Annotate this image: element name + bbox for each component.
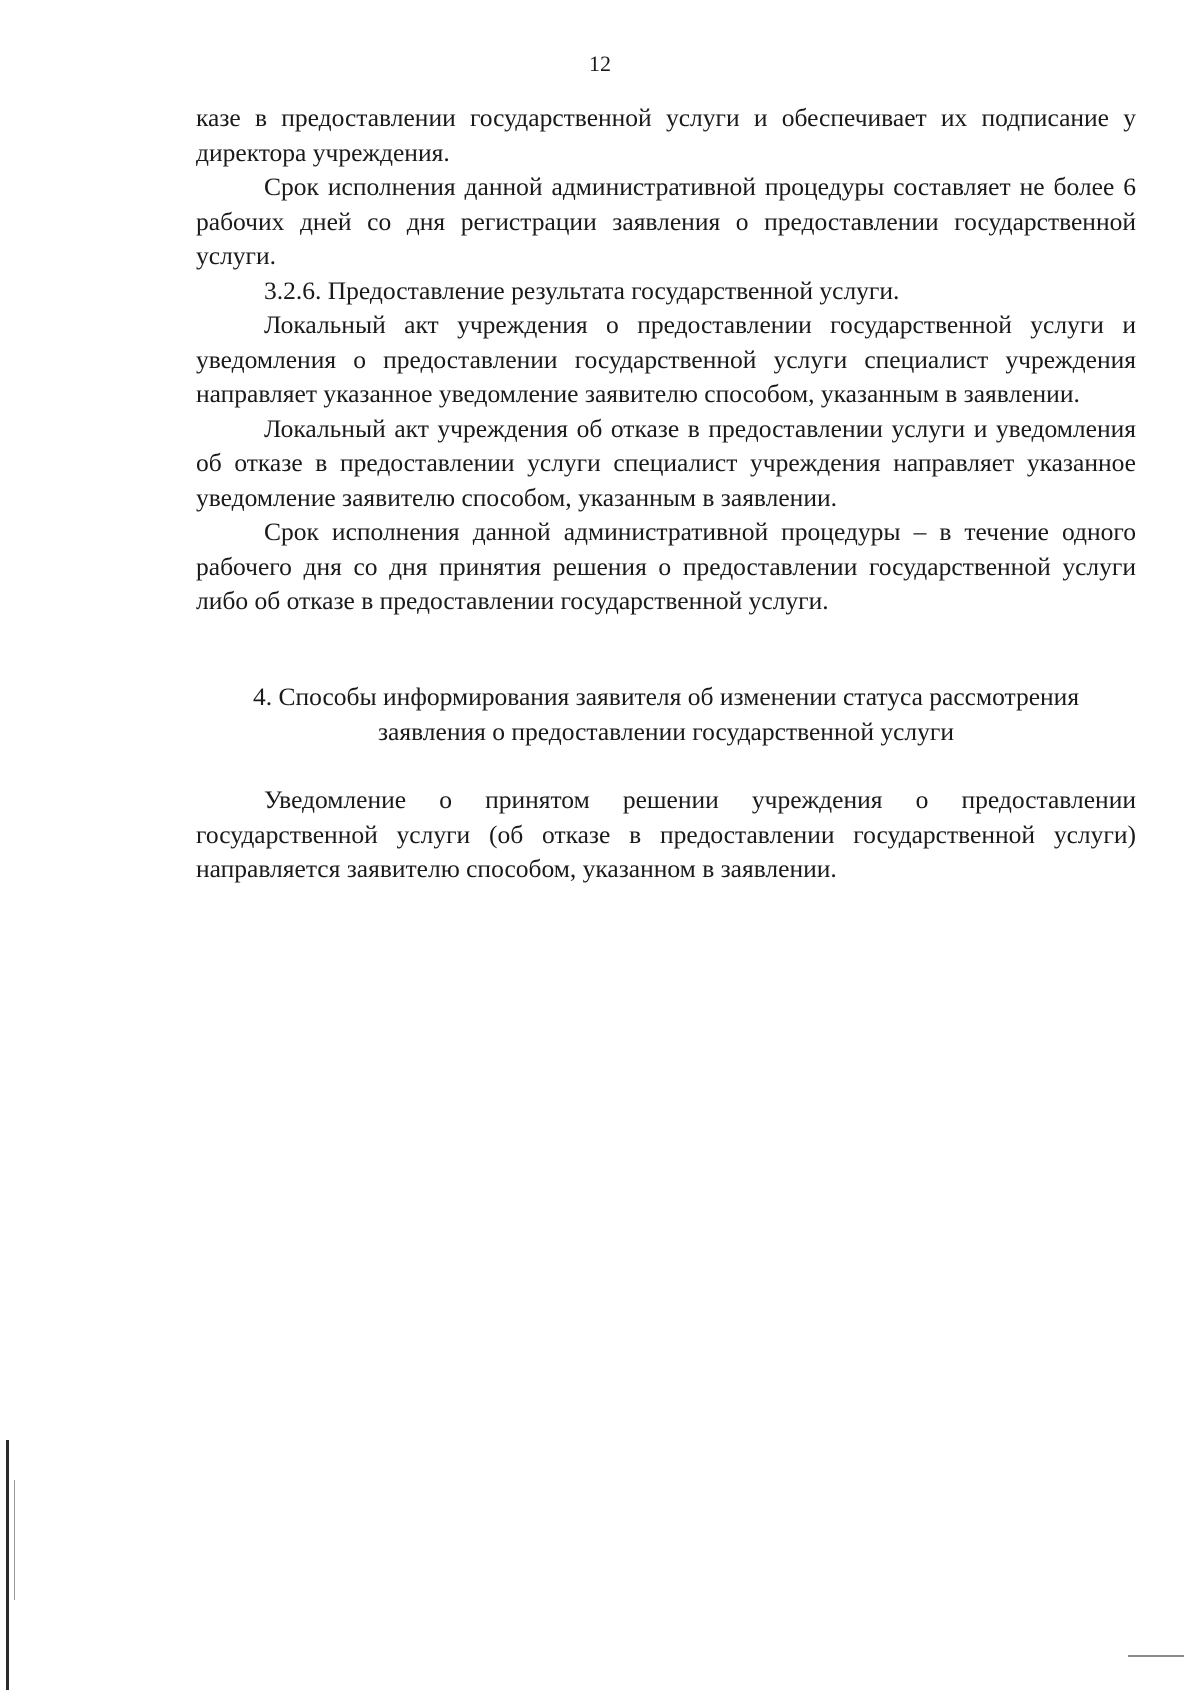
scan-edge-mark (1128, 1655, 1184, 1657)
section-4-heading: 4. Способы информирования заявителя об изменении статуса рассмотрения заявления о предоставлении государственной услуги (252, 682, 1080, 746)
paragraph-subsection-3-2-6: 3.2.6. Предоставление результата государственной услуги. (264, 275, 900, 305)
paragraph-local-act-refusal: Локальный акт учреждения об отказе в предоставлении услуги и уведомления об отказе в предоставлении услуги специалист учреждения направляет указанное уведомление заявителю способом, указанным в заявлении. (196, 413, 1136, 512)
paragraph-local-act-approval: Локальный акт учреждения о предоставлении государственной услуги и уведомления о предоставлении государственной услуги специалист учреждения направляет указанное уведомление заявителю способом, указанным в заявлении. (196, 310, 1136, 408)
section-4-body (196, 783, 1136, 887)
paragraph-deadline-6-days: Срок исполнения данной административной процедуры составляет не более 6 рабочих дней со дня регистрации заявления о предоставлении государственной услуги. (196, 172, 1136, 270)
paragraph-deadline-one-day: Срок исполнения данной административной процедуры – в течение одного рабочего дня со дня принятия решения о предоставлении государственной услуги либо об отказе в предоставлении государственной услуги. (196, 517, 1136, 615)
paragraph-notification-method: Уведомление о принятом решении учреждения о предоставлении государственной услуги (об отказе в предоставлении государственной услуги) направляется заявителю способом, указанном в заявлении. (196, 785, 1136, 883)
page-number: 12 (589, 51, 611, 76)
scan-margin-line (6, 1440, 9, 1690)
scan-margin-line-faint (14, 1480, 15, 1600)
body-text (196, 101, 1136, 619)
paragraph-continuation: казе в предоставлении государственной услуги и обеспечивает их подписание у директора учреждения. (196, 103, 1136, 167)
